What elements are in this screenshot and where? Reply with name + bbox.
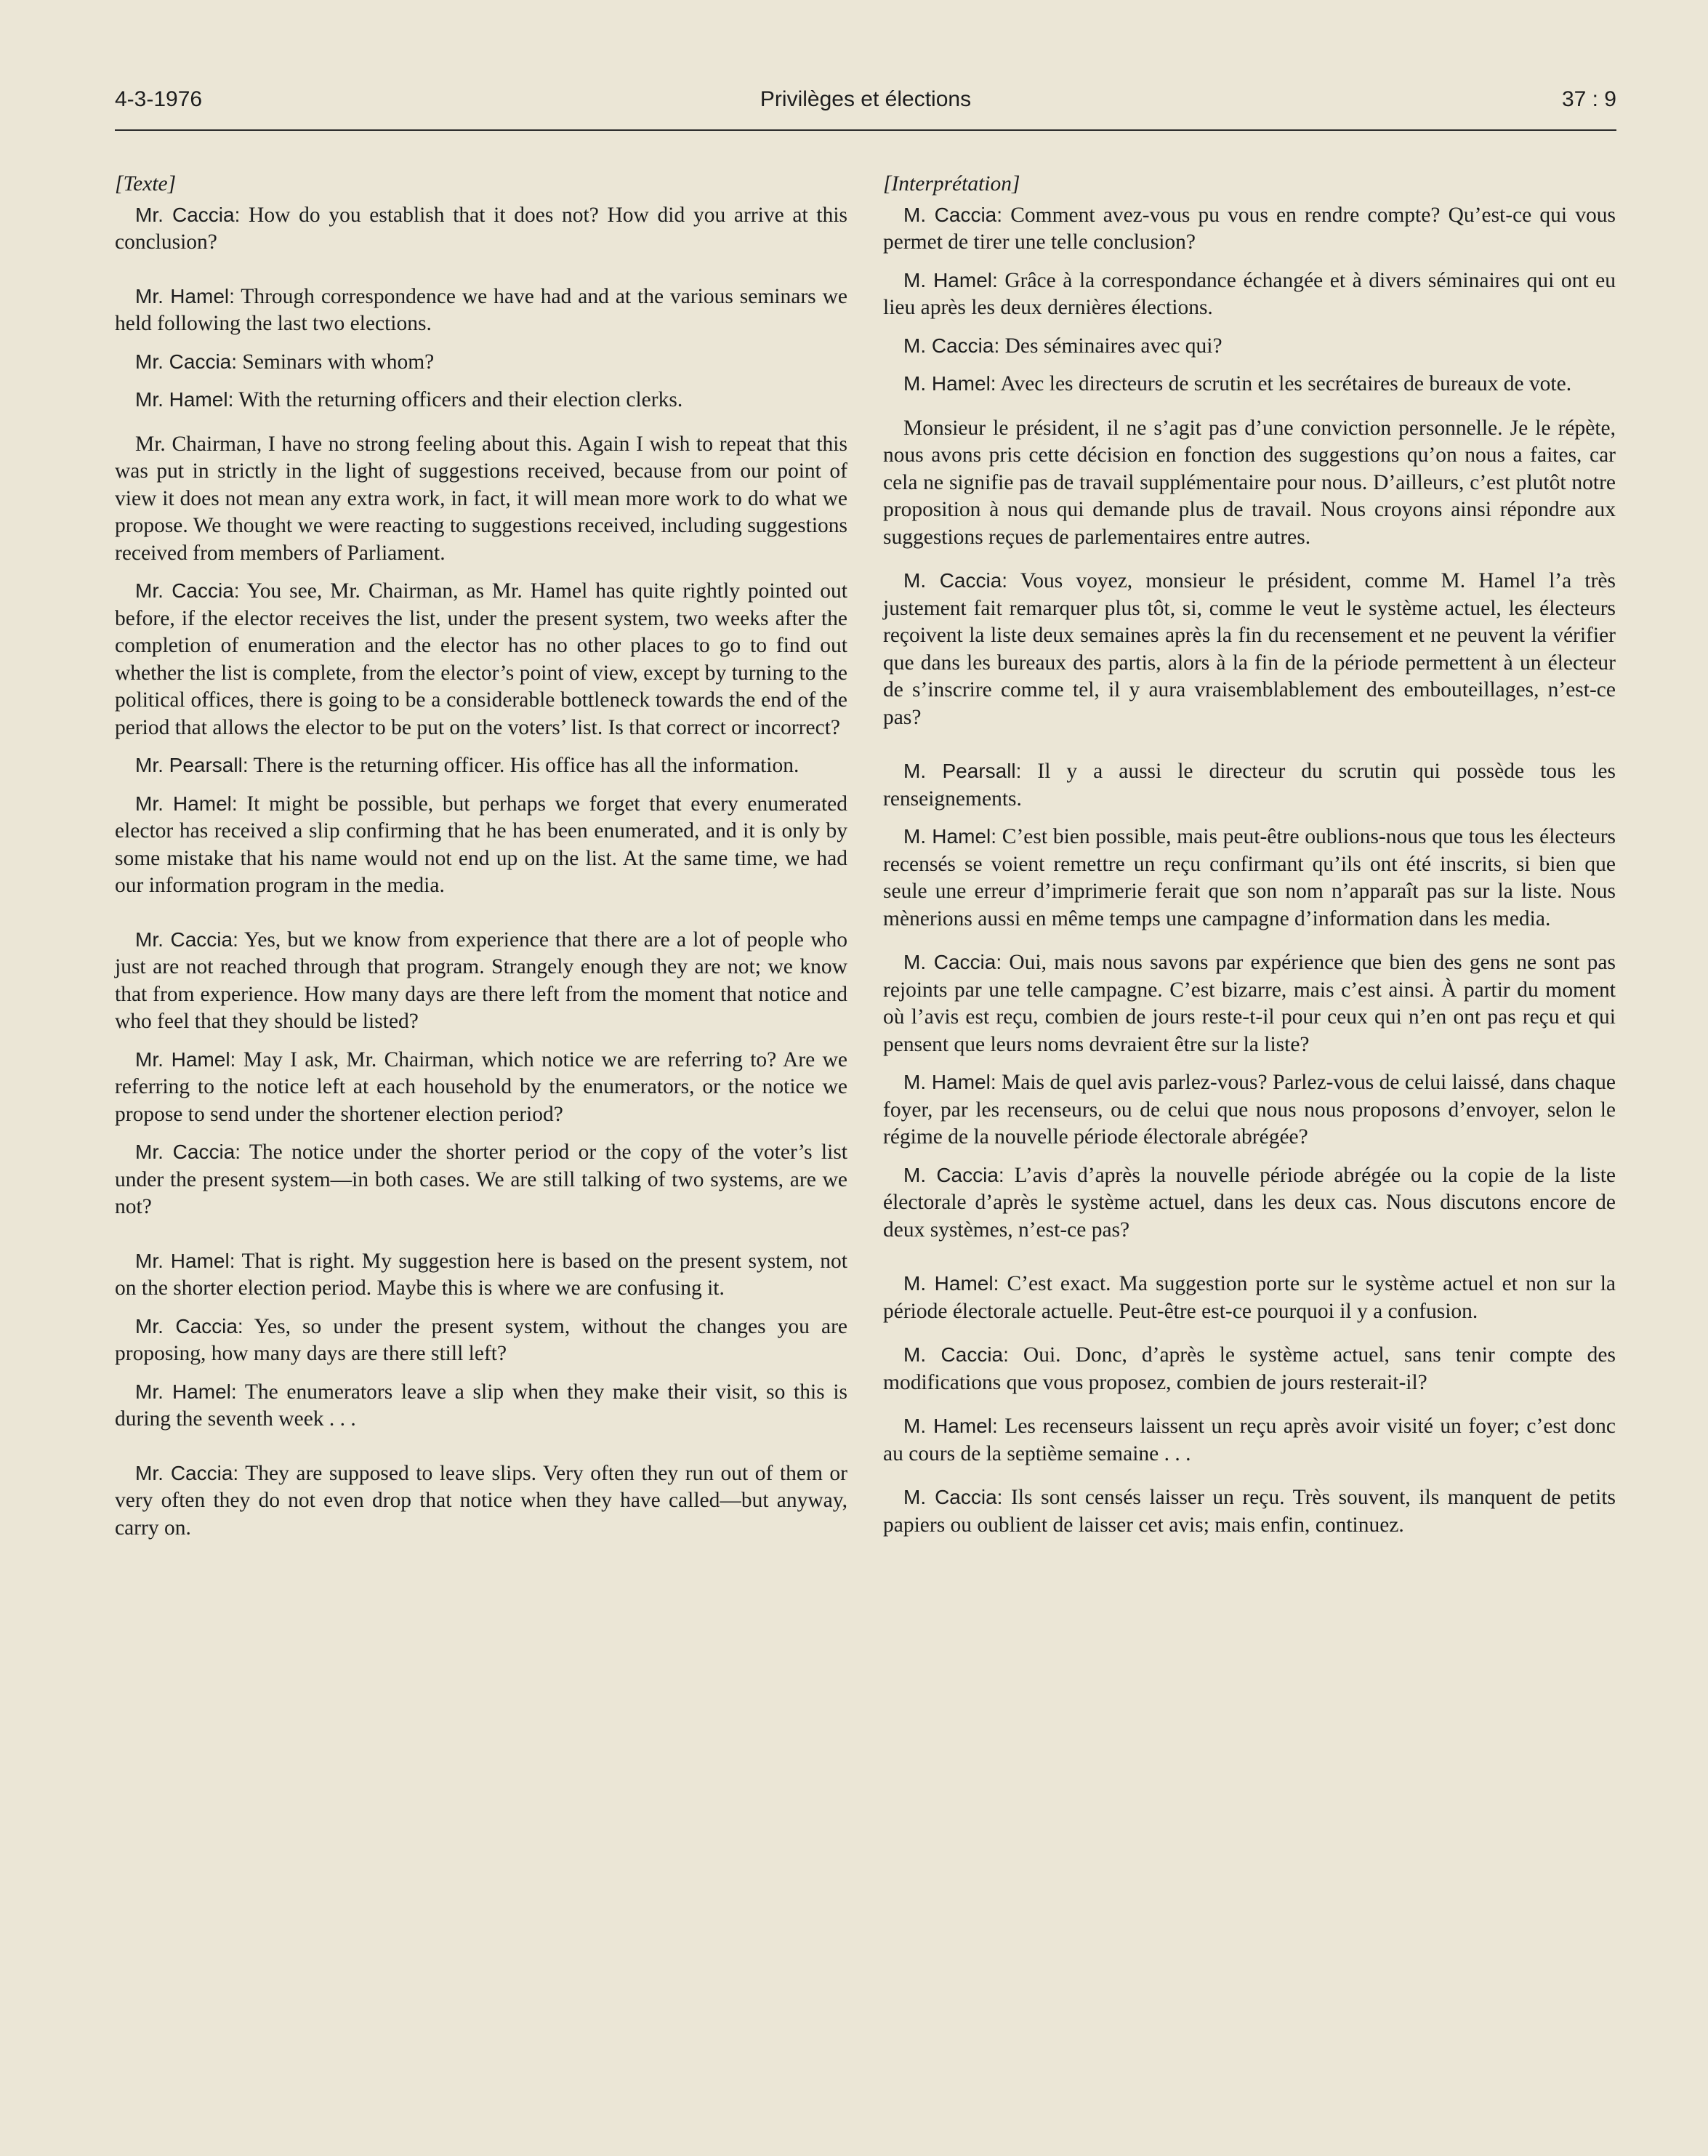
paragraph-text: Des séminaires avec qui?	[999, 334, 1222, 358]
speaker-name: M. Hamel:	[903, 268, 998, 291]
speaker-name: M. Caccia:	[903, 334, 1000, 357]
speaker-name: Mr. Caccia:	[135, 350, 238, 373]
speaker-name: Mr. Caccia:	[135, 1314, 243, 1338]
page-header	[115, 81, 1616, 131]
transcript-paragraph	[883, 823, 1616, 933]
paragraph-text: Yes, so under the present system, without the changes you are proposing, how many days are there still left?	[115, 1314, 847, 1365]
transcript-paragraph	[115, 283, 847, 338]
transcript-paragraph	[883, 267, 1616, 322]
header-title: Privilèges et élections	[760, 87, 972, 111]
paragraph-text: L’avis d’après la nouvelle période abrégée ou la copie de la liste électorale d’après le système actuel, dans les deux cas. Nous discutons encore de deux systèmes, n’est-ce pas?	[883, 1163, 1616, 1242]
transcript-paragraph	[115, 926, 847, 1036]
speaker-name: M. Caccia:	[903, 951, 1002, 973]
speaker-name: Mr. Hamel:	[135, 388, 234, 411]
paragraph-text: Mais de quel avis parlez-vous? Parlez-vous de celui laissé, dans chaque foyer, par les recenseurs, ou de celui que nous nous proposons d’envoyer, selon le régime de la nouvelle période électorale abrégée?	[883, 1071, 1616, 1149]
speaker-name: M. Hamel:	[903, 372, 996, 395]
transcript-paragraph	[115, 752, 847, 780]
paragraph-text: Les recenseurs laissent un reçu après avoir visité un foyer; c’est donc au cours de la septième semaine . . .	[883, 1415, 1616, 1465]
speaker-name: M. Caccia:	[903, 203, 1003, 226]
transcript-paragraph	[883, 370, 1616, 398]
paragraph-text: Oui. Donc, d’après le système actuel, sans tenir compte des modifications que vous proposez, combien de jours resterait-il?	[883, 1343, 1616, 1394]
transcript-paragraph	[883, 332, 1616, 361]
paragraph-text: Grâce à la correspondance échangée et à divers séminaires qui ont eu lieu après les deux dernières élections.	[883, 268, 1616, 319]
paragraph-text: With the returning officers and their election clerks.	[233, 388, 683, 411]
transcript-paragraph	[115, 790, 847, 900]
transcript-paragraph	[115, 1313, 847, 1368]
transcript-paragraph	[115, 201, 847, 257]
speaker-name: Mr. Hamel:	[135, 1047, 236, 1071]
transcript-paragraph	[883, 1412, 1616, 1468]
transcript-paragraph	[883, 949, 1616, 1058]
header-date: 4-3-1976	[115, 87, 203, 111]
speaker-name: M. Caccia:	[903, 1343, 1009, 1366]
left-column-label: [Texte]	[115, 172, 177, 196]
transcript-paragraph	[883, 1484, 1616, 1539]
transcript-paragraph	[883, 414, 1616, 552]
speaker-name: Mr. Hamel:	[135, 792, 238, 815]
paragraph-text: Monsieur le président, il ne s’agit pas d’une conviction personnelle. Je le répète, nous avons pris cette décision en fonction des suggestions qu’on nous a faites, car cela ne signifie pas de travail supplémentaire pour nous. D’ailleurs, c’est plutôt notre proposition à nous qui demande plus de travail. Nous croyons ainsi répondre aux suggestions reçues de parlementaires entre autres.	[883, 416, 1616, 549]
paragraph-text: Vous voyez, monsieur le président, comme M. Hamel l’a très justement fait remarquer plus tôt, si, comme le veut le système actuel, les électeurs reçoivent la liste deux semaines après la fin du recensement et ne peuvent la vérifier que dans les bureaux des partis, alors à la fin de la période permettent à un électeur de s’inscrire comme tel, il y aura vraisemblablement des embouteillages, n’est-ce pas?	[883, 569, 1616, 729]
speaker-name: M. Caccia:	[903, 1163, 1004, 1186]
speaker-name: Mr. Caccia:	[135, 203, 241, 226]
transcript-paragraph	[115, 577, 847, 741]
speaker-name: Mr. Caccia:	[135, 1141, 241, 1163]
transcript-paragraph	[883, 1270, 1616, 1325]
transcript-paragraph	[115, 1138, 847, 1221]
paragraph-text: Yes, but we know from experience that there are a lot of people who just are not reached through that program. Strangely enough they are not; we know that from experience. How many days are there left from the moment that notice and who feel that they should be listed?	[115, 928, 847, 1033]
left-column-english	[115, 171, 847, 1542]
speaker-name: Mr. Hamel:	[135, 284, 235, 307]
paragraph-text: There is the returning officer. His office has all the information.	[248, 754, 799, 777]
transcript-paragraph	[883, 757, 1616, 813]
paragraph-text: It might be possible, but perhaps we forget that every enumerated elector has received a slip confirming that he has been enumerated, and it is only by some mistake that his name would not end up on the list. At the same time, we had our information program in the media.	[115, 792, 847, 897]
paragraph-text: Seminars with whom?	[237, 350, 435, 374]
paragraph-text: Comment avez-vous pu vous en rendre compte? Qu’est-ce qui vous permet de tirer une telle conclusion?	[883, 203, 1616, 254]
transcript-paragraph	[883, 201, 1616, 257]
transcript-paragraph	[883, 1341, 1616, 1396]
paragraph-text: How do you establish that it does not? How did you arrive at this conclusion?	[115, 203, 847, 254]
transcript-paragraph	[115, 1460, 847, 1542]
transcript-paragraph	[115, 348, 847, 377]
paragraph-text: C’est bien possible, mais peut-être oublions-nous que tous les électeurs recensés se voient remettre un reçu confirmant qu’ils ont été inscrits, si bien que seule une erreur d’imprimerie ferait que son nom n’apparaît pas sur la liste. Nous mènerions aussi en même temps une campagne d’information dans les media.	[883, 825, 1616, 930]
paragraph-text: Through correspondence we have had and at the various seminars we held following the last two elections.	[115, 284, 847, 335]
speaker-name: Mr. Hamel:	[135, 1249, 235, 1272]
transcript-paragraph	[115, 386, 847, 414]
transcript-paragraph	[115, 430, 847, 568]
paragraph-text: Oui, mais nous savons par expérience que bien des gens ne sont pas rejoints par une telle campagne. C’est bizarre, mais c’est ainsi. À partir du moment où l’avis est reçu, combien de jours reste-t-il pour ceux qui n’en ont pas reçu et qui pensent que leurs noms devraient être sur la liste?	[883, 951, 1616, 1056]
paragraph-text: You see, Mr. Chairman, as Mr. Hamel has quite rightly pointed out before, if the elector receives the list, under the present system, two weeks after the completion of enumeration and the elector has no other places to go to find out whether the list is complete, from the elector’s point of view, except by turning to the political offices, there is going to be a considerable bottleneck towards the end of the period that allows the elector to be put on the voters’ list. Is that correct or incorrect?	[115, 579, 848, 739]
speaker-name: M. Hamel:	[903, 1415, 998, 1437]
paragraph-text: Il y a aussi le directeur du scrutin qui possède tous les renseignements.	[883, 760, 1616, 810]
paragraph-text: That is right. My suggestion here is based on the present system, not on the shorter election period. Maybe this is where we are confusing it.	[115, 1249, 847, 1300]
paragraph-text: The notice under the shorter period or the copy of the voter’s list under the present system—in both cases. We are still talking of two systems, are we not?	[115, 1141, 848, 1218]
transcript-paragraph	[883, 567, 1616, 731]
right-column-label: [Interprétation]	[883, 172, 1020, 196]
transcript-paragraph	[115, 1378, 847, 1433]
paragraph-text: C’est exact. Ma suggestion porte sur le système actuel et non sur la période électorale actuelle. Peut-être est-ce pourquoi il y a confusion.	[883, 1272, 1616, 1323]
speaker-name: M. Hamel:	[903, 825, 996, 848]
paragraph-text: Avec les directeurs de scrutin et les secrétaires de bureaux de vote.	[996, 372, 1572, 395]
transcript-paragraph	[883, 1069, 1616, 1151]
speaker-name: Mr. Hamel:	[135, 1380, 237, 1403]
speaker-name: M. Caccia:	[903, 1486, 1003, 1508]
speaker-name: Mr. Caccia:	[135, 1461, 239, 1484]
transcript-paragraph	[883, 1162, 1616, 1244]
speaker-name: M. Caccia:	[903, 569, 1008, 592]
speaker-name: Mr. Caccia:	[135, 579, 240, 602]
speaker-name: Mr. Caccia:	[135, 928, 238, 951]
transcript-paragraph	[115, 1046, 847, 1129]
paragraph-text: May I ask, Mr. Chairman, which notice we are referring to? Are we referring to the notice left at each household by the enumerators, or the notice we propose to send under the shortener election period?	[115, 1047, 847, 1126]
speaker-name: M. Hamel:	[903, 1071, 996, 1093]
speaker-name: M. Pearsall:	[903, 760, 1022, 782]
header-page-number: 37 : 9	[1561, 87, 1616, 111]
paragraph-text: Ils sont censés laisser un reçu. Très souvent, ils manquent de petits papiers ou oublient de laisser cet avis; mais enfin, continuez.	[883, 1486, 1616, 1537]
paragraph-text: Mr. Chairman, I have no strong feeling about this. Again I wish to repeat that this was put in strictly in the light of suggestions received, because from our point of view it does not mean any extra work, in fact, it will mean more work to do what we propose. We thought we were reacting to suggestions received, including suggestions received from members of Parliament.	[115, 432, 847, 565]
speaker-name: Mr. Pearsall:	[135, 754, 249, 776]
speaker-name: M. Hamel:	[903, 1272, 999, 1295]
right-column-french	[883, 171, 1616, 1539]
paragraph-text: The enumerators leave a slip when they make their visit, so this is during the seventh week . . .	[115, 1380, 847, 1431]
transcript-paragraph	[115, 1247, 847, 1303]
paragraph-text: They are supposed to leave slips. Very often they run out of them or very often they do not even drop that notice when they have called—but anyway, carry on.	[115, 1461, 847, 1540]
